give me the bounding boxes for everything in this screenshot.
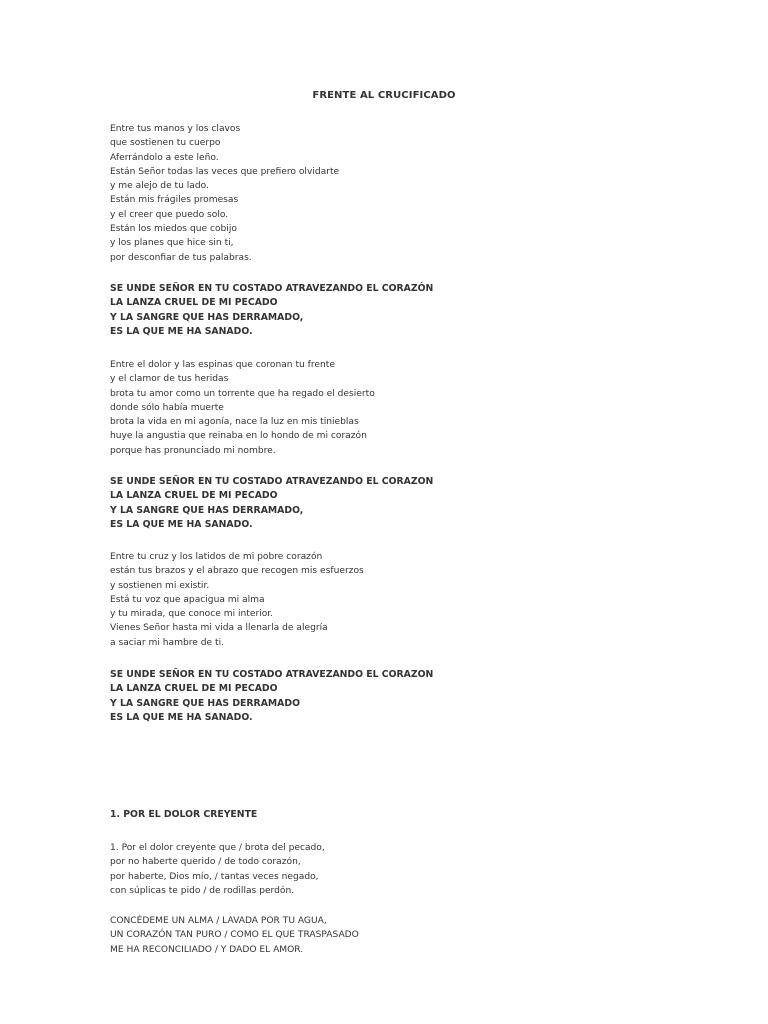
verse-line: Entre tu cruz y los latidos de mi pobre corazón — [110, 552, 323, 562]
chorus-line: ES LA QUE ME HA SANADO. — [110, 325, 253, 337]
verse-line: y el clamor de tus heridas — [110, 374, 229, 385]
verse-line: y me alejo de tu lado. — [110, 181, 209, 192]
verse-1 — [110, 122, 670, 265]
verse-2 — [110, 358, 670, 458]
chorus-line: LA LANZA CRUEL DE MI PECADO — [110, 490, 278, 502]
verse-4 — [110, 841, 670, 898]
section-heading — [110, 808, 670, 822]
verse-line: están tus brazos y el abrazo que recogen mis esfuerzos — [110, 566, 364, 577]
verse-line: y sostienen mi existir. — [110, 580, 210, 591]
verse-line: Entre el dolor y las espinas que coronan tu frente — [110, 360, 335, 370]
chorus-line: LA LANZA CRUEL DE MI PECADO — [110, 683, 278, 695]
chorus-line: Y LA SANGRE QUE HAS DERRAMADO, — [110, 311, 304, 323]
document-title: FRENTE AL CRUCIFICADO — [312, 90, 456, 101]
chorus-line: ME HA RECONCILIADO / Y DADO EL AMOR. — [110, 944, 304, 955]
verse-line: con súplicas te pido / de rodillas perdón. — [110, 885, 295, 896]
verse-line: a saciar mi hambre de ti. — [110, 637, 225, 648]
verse-line: brota tu amor como un torrente que ha regado el desierto — [110, 388, 375, 399]
verse-line: y el creer que puedo solo. — [110, 209, 229, 220]
verse-line: y los planes que hice sin ti, — [110, 238, 234, 249]
chorus-line: Y LA SANGRE QUE HAS DERRAMADO — [110, 697, 300, 709]
verse-line: donde sólo había muerte — [110, 402, 224, 413]
verse-line: brota la vida en mi agonía, nace la luz en mis tinieblas — [110, 417, 359, 428]
chorus-line: CONCÉDEME UN ALMA / LAVADA POR TU AGUA, — [110, 916, 327, 926]
verse-line: que sostienen tu cuerpo — [110, 138, 221, 149]
verse-line: 1. Por el dolor creyente que / brota del pecado, — [110, 843, 325, 853]
chorus-line: LA LANZA CRUEL DE MI PECADO — [110, 297, 278, 309]
chorus-line: SE UNDE SEÑOR EN TU COSTADO ATRAVEZANDO EL CORAZON — [110, 669, 434, 680]
chorus-line: SE UNDE SEÑOR EN TU COSTADO ATRAVEZANDO EL CORAZÓN — [110, 283, 434, 294]
chorus-4 — [110, 914, 670, 957]
chorus-1 — [110, 282, 670, 339]
chorus-line: ES LA QUE ME HA SANADO. — [110, 518, 253, 530]
verse-line: por no haberte querido / de todo corazón, — [110, 857, 301, 868]
verse-line: por haberte, Dios mío, / tantas veces negado, — [110, 871, 319, 882]
verse-line: por desconfiar de tus palabras. — [110, 252, 252, 263]
verse-line: Vienes Señor hasta mi vida a llenarla de alegría — [110, 623, 328, 634]
verse-3 — [110, 550, 670, 650]
chorus-2 — [110, 475, 670, 532]
verse-line: porque has pronunciado mi nombre. — [110, 445, 276, 456]
chorus-line: SE UNDE SEÑOR EN TU COSTADO ATRAVEZANDO EL CORAZON — [110, 476, 434, 487]
chorus-3 — [110, 668, 670, 725]
verse-line: Están Señor todas las veces que prefiero olvidarte — [110, 166, 340, 177]
chorus-line: UN CORAZÓN TAN PURO / COMO EL QUE TRASPASADO — [110, 930, 359, 941]
verse-line: Están los miedos que cobijo — [110, 224, 237, 235]
verse-line: Aferrándolo a este leño. — [110, 152, 219, 163]
section-heading-text: 1. POR EL DOLOR CREYENTE — [110, 809, 258, 820]
verse-line: Entre tus manos y los clavos — [110, 124, 241, 134]
verse-line: y tu mirada, que conoce mi interior. — [110, 609, 274, 620]
chorus-line: ES LA QUE ME HA SANADO. — [110, 711, 253, 723]
verse-line: Están mis frágiles promesas — [110, 195, 239, 206]
verse-line: huye la angustia que reinaba en lo hondo de mi corazón — [110, 431, 367, 442]
verse-line: Está tu voz que apacigua mi alma — [110, 594, 265, 605]
chorus-line: Y LA SANGRE QUE HAS DERRAMADO, — [110, 504, 304, 516]
